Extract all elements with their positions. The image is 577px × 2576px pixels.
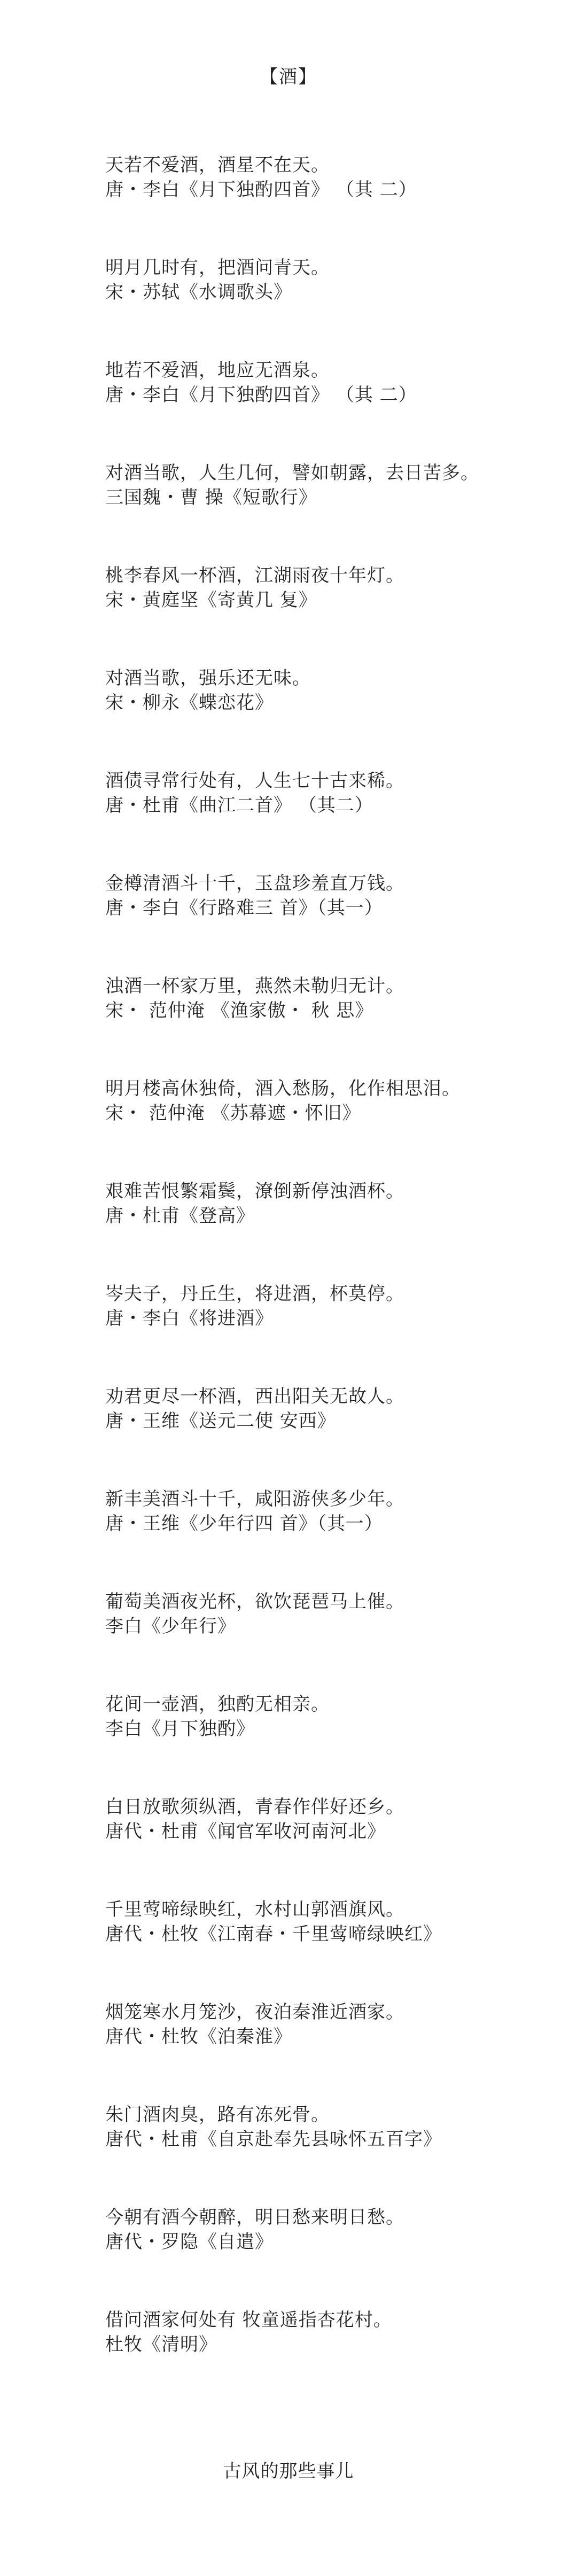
poem-entry xyxy=(105,666,511,769)
poem-source: 唐・杜甫《曲江二首》 （其二） xyxy=(105,795,373,816)
poem-verse: 地若不爱酒，地应无酒泉。 xyxy=(105,360,330,381)
poem-source: 宋・苏轼《水调歌头》 xyxy=(105,282,292,303)
poem-list xyxy=(105,153,511,2410)
poem-verse: 朱门酒肉臭，路有冻死骨。 xyxy=(105,2104,330,2125)
poem-verse: 劝君更尽一杯酒，西出阳关无故人。 xyxy=(105,1386,404,1407)
poem-verse: 酒债寻常行处有，人生七十古来稀。 xyxy=(105,770,404,792)
poem-source: 唐代・杜甫《闻官军收河南河北》 xyxy=(105,1821,386,1842)
poem-entry xyxy=(105,1589,511,1692)
poem-source: 宋・柳永《蝶恋花》 xyxy=(105,692,274,713)
footer-signature: 古风的那些事儿 xyxy=(223,2461,354,2482)
poem-source: 唐代・罗隐《自遣》 xyxy=(105,2231,274,2253)
poem-verse: 浊酒一杯家万里，燕然未勒归无计。 xyxy=(105,975,404,997)
poem-entry xyxy=(105,1282,511,1384)
poem-entry xyxy=(105,2102,511,2205)
poem-source: 宋・黄庭坚《寄黄几 复》 xyxy=(105,589,317,611)
poem-entry xyxy=(105,1795,511,1897)
poem-entry xyxy=(105,255,511,358)
poem-entry xyxy=(105,871,511,974)
poem-source: 唐代・杜牧《泊秦淮》 xyxy=(105,2026,292,2047)
poem-source: 唐・李白《月下独酌四首》 （其 二） xyxy=(105,179,417,200)
poem-entry xyxy=(105,974,511,1076)
poem-entry xyxy=(105,1487,511,1589)
poem-entry xyxy=(105,1384,511,1487)
poem-verse: 今朝有酒今朝醉，明日愁来明日愁。 xyxy=(105,2207,404,2228)
poem-entry xyxy=(105,2000,511,2102)
poem-source: 唐・杜甫《登高》 xyxy=(105,1205,255,1227)
poem-entry xyxy=(105,2308,511,2410)
poem-entry xyxy=(105,769,511,871)
poem-source: 唐・李白《将进酒》 xyxy=(105,1308,274,1329)
page-title: 【酒】 xyxy=(260,66,317,88)
poem-verse: 岑夫子，丹丘生，将进酒，杯莫停。 xyxy=(105,1283,404,1305)
poem-source: 李白《少年行》 xyxy=(105,1616,236,1637)
poem-entry xyxy=(105,153,511,255)
poem-entry xyxy=(105,1076,511,1179)
poem-source: 杜牧《清明》 xyxy=(105,2334,217,2355)
poem-source: 唐・李白《行路难三 首》（其一） xyxy=(105,897,383,919)
poem-verse: 花间一壶酒，独酌无相亲。 xyxy=(105,1694,330,1715)
poem-verse: 借问酒家何处有 牧童遥指杏花村。 xyxy=(105,2309,392,2331)
poem-entry xyxy=(105,563,511,666)
poem-entry xyxy=(105,2205,511,2308)
poem-source: 李白《月下独酌》 xyxy=(105,1718,255,1740)
poem-verse: 千里莺啼绿映红，水村山郭酒旗风。 xyxy=(105,1899,404,1920)
poem-verse: 对酒当歌，人生几何，譬如朝露，去日苦多。 xyxy=(105,462,479,484)
poem-source: 唐代・杜牧《江南春・千里莺啼绿映红》 xyxy=(105,1923,442,1945)
poem-entry xyxy=(105,1692,511,1795)
poem-verse: 艰难苦恨繁霜鬓，潦倒新停浊酒杯。 xyxy=(105,1181,404,1202)
poem-entry xyxy=(105,1179,511,1282)
poem-source: 宋・ 范仲淹 《苏幕遮・怀旧》 xyxy=(105,1103,361,1124)
poem-verse: 烟笼寒水月笼沙，夜泊秦淮近酒家。 xyxy=(105,2001,404,2023)
poem-source: 唐代・杜甫《自京赴奉先县咏怀五百字》 xyxy=(105,2129,442,2150)
poem-verse: 明月几时有，把酒问青天。 xyxy=(105,257,330,278)
poem-verse: 对酒当歌，强乐还无味。 xyxy=(105,668,311,689)
poem-source: 唐・王维《少年行四 首》（其一） xyxy=(105,1513,383,1534)
poem-source: 唐・李白《月下独酌四首》 （其 二） xyxy=(105,384,417,406)
poem-source: 宋・ 范仲淹 《渔家傲・ 秋 思》 xyxy=(105,1000,374,1021)
poem-verse: 天若不爱酒，酒星不在天。 xyxy=(105,154,330,176)
poem-verse: 白日放歌须纵酒，青春作伴好还乡。 xyxy=(105,1796,404,1818)
poem-entry xyxy=(105,461,511,563)
poem-verse: 桃李春风一杯酒，江湖雨夜十年灯。 xyxy=(105,565,404,586)
poem-verse: 新丰美酒斗十千，咸阳游侠多少年。 xyxy=(105,1488,404,1510)
poem-verse: 明月楼高休独倚，酒入愁肠，化作相思泪。 xyxy=(105,1078,461,1099)
poem-source: 唐・王维《送元二使 安西》 xyxy=(105,1410,336,1432)
poem-entry xyxy=(105,1897,511,2000)
poem-verse: 葡萄美酒夜光杯，欲饮琵琶马上催。 xyxy=(105,1591,404,1612)
poem-source: 三国魏・曹 操《短歌行》 xyxy=(105,487,317,508)
poem-entry xyxy=(105,358,511,461)
poem-verse: 金樽清酒斗十千，玉盘珍羞直万钱。 xyxy=(105,873,404,894)
